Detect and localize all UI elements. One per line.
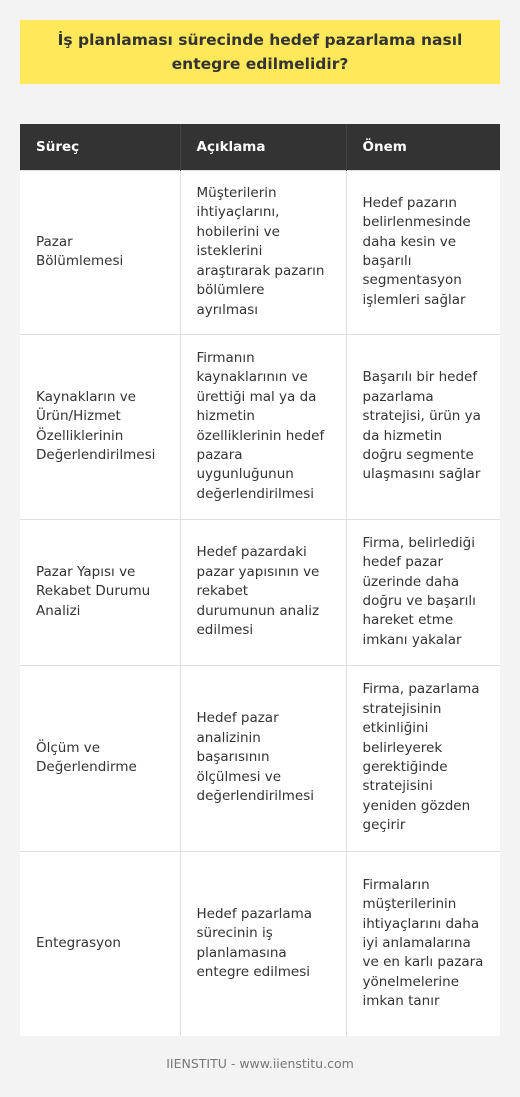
process-cell: Pazar Bölümlemesi bbox=[20, 170, 180, 334]
process-cell: Ölçüm ve Değerlendirme bbox=[20, 665, 180, 851]
table-row bbox=[20, 170, 500, 334]
footer-credit: IIENSTITU - www.iienstitu.com bbox=[166, 1056, 354, 1071]
table-row bbox=[20, 851, 500, 1036]
process-cell: Pazar Yapısı ve Rekabet Durumu Analizi bbox=[20, 519, 180, 665]
table-header-row bbox=[20, 124, 500, 170]
page-title: İş planlaması sürecinde hedef pazarlama nasıl entegre edilmelidir? bbox=[57, 31, 463, 73]
column-header-process: Süreç bbox=[20, 124, 180, 170]
importance-cell: Firma, pazarlama stratejisinin etkinliğini belirleyerek gerektiğinde stratejisini yeniden gözden geçirir bbox=[346, 665, 500, 851]
importance-cell: Başarılı bir hedef pazarlama stratejisi, ürün ya da hizmetin doğru segmente ulaşmasını sağlar bbox=[346, 334, 500, 519]
column-header-description: Açıklama bbox=[180, 124, 346, 170]
table-row bbox=[20, 334, 500, 519]
table-row bbox=[20, 519, 500, 665]
description-cell: Müşterilerin ihtiyaçlarını, hobilerini ve isteklerini araştırarak pazarın bölümlere ayrılması bbox=[180, 170, 346, 334]
importance-cell: Hedef pazarın belirlenmesinde daha kesin ve başarılı segmentasyon işlemleri sağlar bbox=[346, 170, 500, 334]
process-cell: Entegrasyon bbox=[20, 851, 180, 1036]
title-banner bbox=[20, 20, 500, 84]
process-table bbox=[20, 124, 500, 1036]
description-cell: Hedef pazar analizinin başarısının ölçülmesi ve değerlendirilmesi bbox=[180, 665, 346, 851]
table-row bbox=[20, 665, 500, 851]
process-cell: Kaynakların ve Ürün/Hizmet Özelliklerinin Değerlendirilmesi bbox=[20, 334, 180, 519]
importance-cell: Firmaların müşterilerinin ihtiyaçlarını daha iyi anlamalarına ve en karlı pazara yönelmelerine imkan tanır bbox=[346, 851, 500, 1036]
description-cell: Hedef pazardaki pazar yapısının ve rekabet durumunun analiz edilmesi bbox=[180, 519, 346, 665]
column-header-importance: Önem bbox=[346, 124, 500, 170]
importance-cell: Firma, belirlediği hedef pazar üzerinde daha doğru ve başarılı hareket etme imkanı yakalar bbox=[346, 519, 500, 665]
description-cell: Firmanın kaynaklarının ve ürettiği mal ya da hizmetin özelliklerinin hedef pazara uygunluğunun değerlendirilmesi bbox=[180, 334, 346, 519]
description-cell: Hedef pazarlama sürecinin iş planlamasına entegre edilmesi bbox=[180, 851, 346, 1036]
